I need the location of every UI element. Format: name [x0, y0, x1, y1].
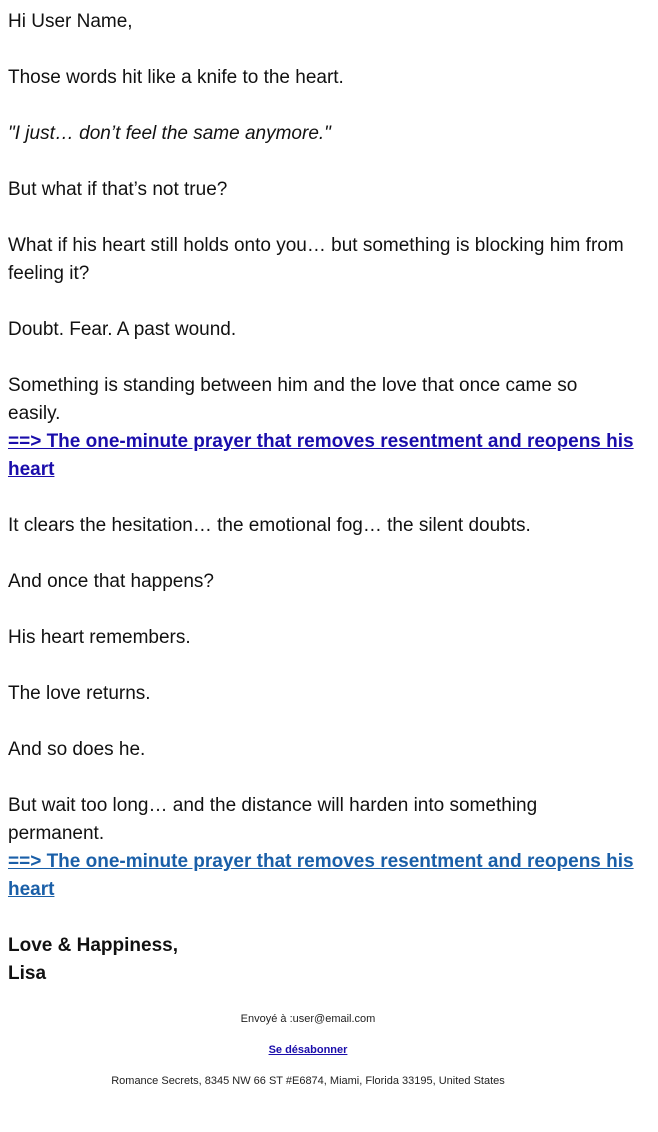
paragraph-so-does-he: And so does he.	[8, 739, 146, 760]
paragraph-not-true: But what if that’s not true?	[8, 179, 228, 200]
greeting: Hi User Name,	[8, 11, 133, 32]
prayer-link-1-wrapper	[8, 428, 648, 484]
sender-address: Romance Secrets, 8345 NW 66 ST #E6874, Miami, Florida 33195, United States	[111, 1075, 505, 1087]
email-footer	[8, 1012, 608, 1088]
paragraph-knife: Those words hit like a knife to the heart.	[8, 67, 344, 88]
prayer-link-2[interactable]: ==> The one-minute prayer that removes resentment and reopens his heart	[8, 851, 634, 900]
paragraph-clears: It clears the hesitation… the emotional fog… the silent doubts.	[8, 515, 531, 536]
paragraph-love-returns: The love returns.	[8, 683, 151, 704]
paragraph-once-happens: And once that happens?	[8, 571, 215, 592]
paragraph-wait-too-long: But wait too long… and the distance will harden into something permanent.	[8, 795, 538, 844]
paragraph-remembers: His heart remembers.	[8, 627, 191, 648]
paragraph-standing-between: Something is standing between him and the love that once came so easily.	[8, 375, 578, 424]
quote: "I just… don’t feel the same anymore."	[8, 123, 331, 144]
sent-to-text: Envoyé à :user@email.com	[240, 1013, 376, 1025]
unsubscribe-link[interactable]: Se désabonner	[268, 1044, 348, 1056]
prayer-link-2-wrapper	[8, 848, 648, 904]
prayer-link-1[interactable]: ==> The one-minute prayer that removes resentment and reopens his heart	[8, 431, 634, 480]
paragraph-doubt: Doubt. Fear. A past wound.	[8, 319, 237, 340]
paragraph-blocking: What if his heart still holds onto you… but something is blocking him from feeling it?	[8, 235, 624, 284]
signoff-name: Lisa	[8, 963, 47, 984]
signoff-line: Love & Happiness,	[8, 935, 178, 956]
